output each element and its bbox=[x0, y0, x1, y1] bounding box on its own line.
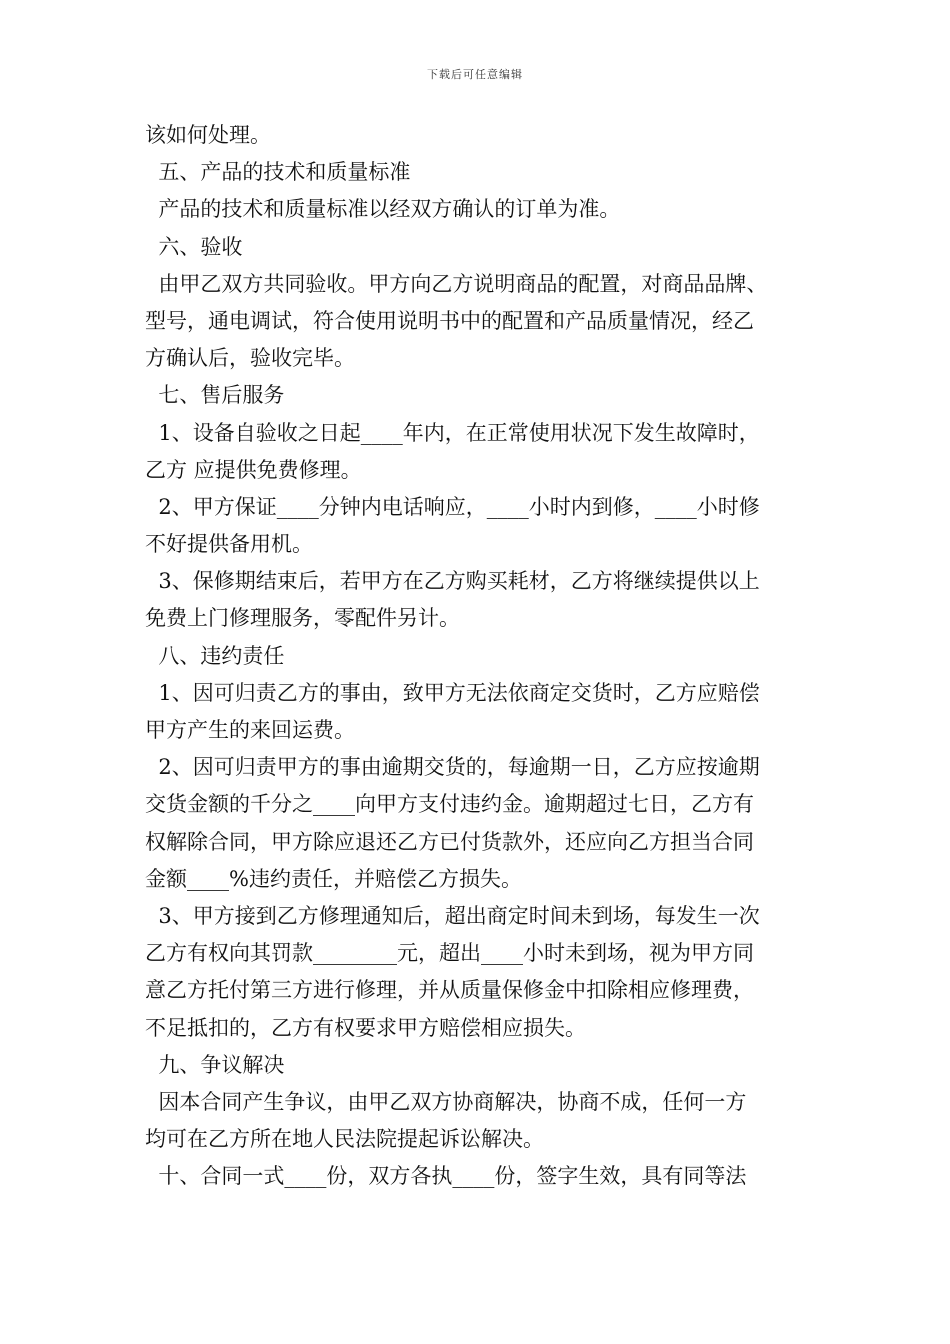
text-line: 方确认后，验收完毕。 bbox=[145, 346, 355, 371]
text-line: 不好提供备用机。 bbox=[145, 532, 313, 557]
text-line: 免费上门修理服务，零配件另计。 bbox=[145, 606, 460, 631]
text-line: 不足抵扣的，乙方有权要求甲方赔偿相应损失。 bbox=[145, 1015, 586, 1040]
text-line: 产品的技术和质量标准以经双方确认的订单为准。 bbox=[145, 197, 621, 222]
text-line: 均可在乙方所在地人民法院提起诉讼解决。 bbox=[145, 1127, 544, 1152]
text-line: 因本合同产生争议，由甲乙双方协商解决，协商不成，任何一方 bbox=[145, 1089, 747, 1114]
section-heading: 七、售后服务 bbox=[145, 383, 285, 408]
text-line: 型号，通电调试，符合使用说明书中的配置和产品质量情况，经乙 bbox=[145, 308, 754, 333]
text-line: 由甲乙双方共同验收。甲方向乙方说明商品的配置，对商品品牌、 bbox=[145, 271, 768, 296]
text-line: 金额____%违约责任，并赔偿乙方损失。 bbox=[145, 866, 522, 891]
text-line: 意乙方托付第三方进行修理，并从质量保修金中扣除相应修理费， bbox=[145, 978, 754, 1003]
text-line: 1、设备自验收之日起____年内，在正常使用状况下发生故障时， bbox=[145, 420, 760, 445]
section-heading: 五、产品的技术和质量标准 bbox=[145, 160, 411, 185]
page-header: 下载后可任意编辑 bbox=[427, 68, 523, 81]
text-line: 交货金额的千分之____向甲方支付违约金。逾期超过七日，乙方有 bbox=[145, 792, 754, 817]
text-line: 3、保修期结束后，若甲方在乙方购买耗材，乙方将继续提供以上 bbox=[145, 569, 760, 594]
text-line: 该如何处理。 bbox=[145, 123, 271, 147]
text-line: 2、甲方保证____分钟内电话响应，____小时内到修，____小时修 bbox=[145, 494, 760, 519]
section-heading: 八、违约责任 bbox=[145, 643, 285, 668]
text-line: 3、甲方接到乙方修理通知后，超出商定时间未到场，每发生一次 bbox=[145, 903, 760, 928]
text-line: 甲方产生的来回运费。 bbox=[145, 718, 355, 742]
text-line: 十、合同一式____份，双方各执____份，签字生效，具有同等法 bbox=[145, 1164, 747, 1189]
text-line: 1、因可归责乙方的事由，致甲方无法依商定交货时，乙方应赔偿 bbox=[145, 680, 760, 705]
section-heading: 九、争议解决 bbox=[145, 1052, 285, 1077]
text-line: 2、因可归责甲方的事由逾期交货的，每逾期一日，乙方应按逾期 bbox=[145, 755, 760, 780]
text-line: 乙方 应提供免费修理。 bbox=[145, 457, 362, 482]
text-line: 乙方有权向其罚款________元，超出____小时未到场，视为甲方同 bbox=[145, 941, 754, 966]
document-body bbox=[145, 117, 815, 1195]
text-line: 权解除合同，甲方除应退还乙方已付货款外，还应向乙方担当合同 bbox=[145, 829, 754, 854]
section-heading: 六、验收 bbox=[145, 234, 243, 259]
